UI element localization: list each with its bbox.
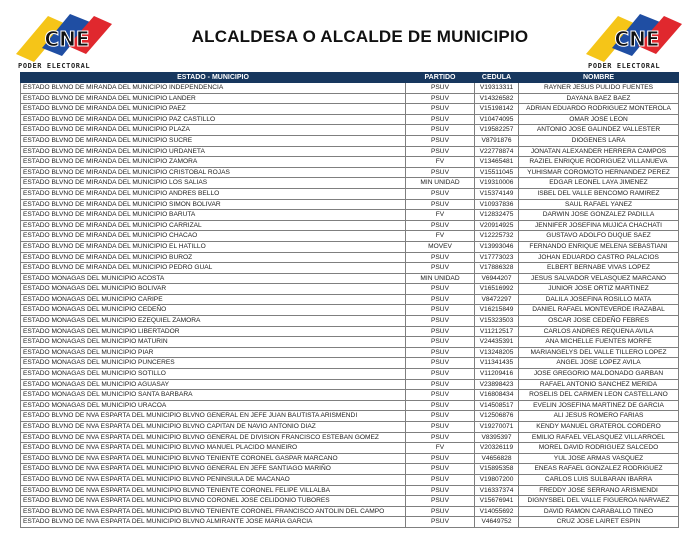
nombre-cell: EVELIN JOSEFINA MARTINEZ DE GARCIA xyxy=(519,400,679,411)
cedula-cell: V17773023 xyxy=(475,252,519,263)
table-row xyxy=(21,241,679,252)
partido-cell: PSUV xyxy=(406,400,475,411)
cne-logo-left xyxy=(12,6,122,74)
partido-cell: PSUV xyxy=(406,135,475,146)
table-row xyxy=(21,157,679,168)
cedula-cell: V4649752 xyxy=(475,517,519,528)
table-row xyxy=(21,453,679,464)
estado-municipio-cell: ESTADO BLVNO DE NVA ESPARTA DEL MUNICIPIO BLVNO GENERAL EN JEFE JUAN BAUTISTA ARISMENDI xyxy=(21,411,406,422)
cedula-cell: V19270071 xyxy=(475,422,519,433)
nombre-cell: EDGAR LEONEL LAYA JIMENEZ xyxy=(519,178,679,189)
estado-municipio-cell: ESTADO MONAGAS DEL MUNICIPIO ACOSTA xyxy=(21,273,406,284)
candidates-table xyxy=(20,72,679,528)
nombre-cell: MOREL DAVID RODRIGUEZ SALCEDO xyxy=(519,443,679,454)
cedula-cell: V13248205 xyxy=(475,347,519,358)
cedula-cell: V11341435 xyxy=(475,358,519,369)
cedula-cell: V13993046 xyxy=(475,241,519,252)
estado-municipio-cell: ESTADO BLVNO DE MIRANDA DEL MUNICIPIO BUROZ xyxy=(21,252,406,263)
nombre-cell: YUHISMAR COROMOTO HERNANDEZ PEREZ xyxy=(519,167,679,178)
partido-cell: PSUV xyxy=(406,263,475,274)
estado-municipio-cell: ESTADO BLVNO DE NVA ESPARTA DEL MUNICIPIO BLVNO PENINSULA DE MACANAO xyxy=(21,474,406,485)
table-row xyxy=(21,146,679,157)
nombre-cell: ANA MICHELLE FUENTES MORFE xyxy=(519,337,679,348)
nombre-cell: SAUL RAFAEL YANEZ xyxy=(519,199,679,210)
table-header-row xyxy=(21,73,679,83)
cedula-cell: V8791876 xyxy=(475,135,519,146)
cne-logo-icon xyxy=(582,6,692,62)
partido-cell: FV xyxy=(406,157,475,168)
partido-cell: PSUV xyxy=(406,125,475,136)
cedula-cell: V17886328 xyxy=(475,263,519,274)
svg-text:CNE: CNE xyxy=(614,27,660,51)
nombre-cell: JOSE GREGORIO MALDONADO GARBAN xyxy=(519,369,679,380)
table-row xyxy=(21,114,679,125)
partido-cell: PSUV xyxy=(406,422,475,433)
partido-cell: PSUV xyxy=(406,496,475,507)
estado-municipio-cell: ESTADO BLVNO DE NVA ESPARTA DEL MUNICIPIO BLVNO TENIENTE CORONEL FRANCISCO ANTOLIN DEL CAMPO xyxy=(21,506,406,517)
nombre-cell: FREDDY JOSE SERRANO ARISMENDI xyxy=(519,485,679,496)
partido-cell: PSUV xyxy=(406,369,475,380)
estado-municipio-cell: ESTADO BLVNO DE MIRANDA DEL MUNICIPIO PLAZA xyxy=(21,125,406,136)
partido-cell: PSUV xyxy=(406,379,475,390)
estado-municipio-cell: ESTADO BLVNO DE NVA ESPARTA DEL MUNICIPIO BLVNO GENERAL EN JEFE SANTIAGO MARIÑO xyxy=(21,464,406,475)
estado-municipio-cell: ESTADO BLVNO DE NVA ESPARTA DEL MUNICIPIO BLVNO ALMIRANTE JOSE MARIA GARCIA xyxy=(21,517,406,528)
table-row xyxy=(21,443,679,454)
nombre-cell: DAVID RAMON CARABALLO TINEO xyxy=(519,506,679,517)
cedula-cell: V22778874 xyxy=(475,146,519,157)
table-row xyxy=(21,316,679,327)
cedula-cell: V15374149 xyxy=(475,188,519,199)
estado-municipio-cell: ESTADO BLVNO DE NVA ESPARTA DEL MUNICIPIO BLVNO MANUEL PLACIDO MANEIRO xyxy=(21,443,406,454)
estado-municipio-cell: ESTADO BLVNO DE MIRANDA DEL MUNICIPIO EL HATILLO xyxy=(21,241,406,252)
estado-municipio-cell: ESTADO BLVNO DE MIRANDA DEL MUNICIPIO LOS SALIAS xyxy=(21,178,406,189)
nombre-cell: ROSELIS DEL CARMEN LEON CASTELLANO xyxy=(519,390,679,401)
table-row xyxy=(21,231,679,242)
cedula-cell: V15895358 xyxy=(475,464,519,475)
table-row xyxy=(21,273,679,284)
nombre-cell: ENEAS RAFAEL GONZALEZ RODRIGUEZ xyxy=(519,464,679,475)
partido-cell: PSUV xyxy=(406,146,475,157)
partido-cell: PSUV xyxy=(406,284,475,295)
partido-cell: FV xyxy=(406,210,475,221)
table-row xyxy=(21,326,679,337)
partido-cell: PSUV xyxy=(406,337,475,348)
table-row xyxy=(21,167,679,178)
nombre-cell: RAYNER JESUS PULIDO FUENTES xyxy=(519,83,679,94)
estado-municipio-cell: ESTADO MONAGAS DEL MUNICIPIO MATURIN xyxy=(21,337,406,348)
table-row xyxy=(21,220,679,231)
cedula-cell: V11212517 xyxy=(475,326,519,337)
cedula-cell: V19310006 xyxy=(475,178,519,189)
partido-cell: PSUV xyxy=(406,83,475,94)
logo-subtext: PODER ELECTORAL xyxy=(18,62,91,70)
table-row xyxy=(21,379,679,390)
partido-cell: PSUV xyxy=(406,347,475,358)
estado-municipio-cell: ESTADO BLVNO DE MIRANDA DEL MUNICIPIO SIMON BOLIVAR xyxy=(21,199,406,210)
table-row xyxy=(21,294,679,305)
estado-municipio-cell: ESTADO BLVNO DE MIRANDA DEL MUNICIPIO PEDRO GUAL xyxy=(21,263,406,274)
cedula-cell: V16215849 xyxy=(475,305,519,316)
cedula-cell: V14326582 xyxy=(475,93,519,104)
nombre-cell: ANTONIO JOSE GALINDEZ VALLESTER xyxy=(519,125,679,136)
table-row xyxy=(21,125,679,136)
estado-municipio-cell: ESTADO BLVNO DE NVA ESPARTA DEL MUNICIPIO BLVNO TENIENTE CORONEL GASPAR MARCANO xyxy=(21,453,406,464)
column-header-partido: PARTIDO xyxy=(406,73,475,83)
partido-cell: PSUV xyxy=(406,474,475,485)
nombre-cell: CRUZ JOSE LAIRET ESPIN xyxy=(519,517,679,528)
estado-municipio-cell: ESTADO MONAGAS DEL MUNICIPIO SANTA BARBARA xyxy=(21,390,406,401)
cedula-cell: V12832475 xyxy=(475,210,519,221)
nombre-cell: ADRIAN EDUARDO RODRIGUEZ MONTEROLA xyxy=(519,104,679,115)
nombre-cell: DAYANA BAEZ BAEZ xyxy=(519,93,679,104)
partido-cell: FV xyxy=(406,443,475,454)
table-row xyxy=(21,93,679,104)
nombre-cell: DANIEL RAFAEL MONTEVERDE IRAZABAL xyxy=(519,305,679,316)
nombre-cell: OMAR JOSE LEON xyxy=(519,114,679,125)
cedula-cell: V19313311 xyxy=(475,83,519,94)
table-row xyxy=(21,422,679,433)
cedula-cell: V6944207 xyxy=(475,273,519,284)
table-row xyxy=(21,135,679,146)
cedula-cell: V20914925 xyxy=(475,220,519,231)
cedula-cell: V23898423 xyxy=(475,379,519,390)
partido-cell: PSUV xyxy=(406,305,475,316)
page-title: ALCALDESA O ALCALDE DE MUNICIPIO xyxy=(191,27,529,46)
estado-municipio-cell: ESTADO BLVNO DE MIRANDA DEL MUNICIPIO INDEPENDENCIA xyxy=(21,83,406,94)
nombre-cell: ALI JESUS ROMERO FARIAS xyxy=(519,411,679,422)
estado-municipio-cell: ESTADO MONAGAS DEL MUNICIPIO PIAR xyxy=(21,347,406,358)
partido-cell: PSUV xyxy=(406,114,475,125)
estado-municipio-cell: ESTADO MONAGAS DEL MUNICIPIO URACOA xyxy=(21,400,406,411)
partido-cell: PSUV xyxy=(406,199,475,210)
estado-municipio-cell: ESTADO BLVNO DE MIRANDA DEL MUNICIPIO LANDER xyxy=(21,93,406,104)
cedula-cell: V14055692 xyxy=(475,506,519,517)
nombre-cell: RAZIEL ENRIQUE RODRIGUEZ VILLANUEVA xyxy=(519,157,679,168)
table-row xyxy=(21,400,679,411)
table-row xyxy=(21,358,679,369)
partido-cell: PSUV xyxy=(406,188,475,199)
estado-municipio-cell: ESTADO MONAGAS DEL MUNICIPIO LIBERTADOR xyxy=(21,326,406,337)
estado-municipio-cell: ESTADO BLVNO DE MIRANDA DEL MUNICIPIO PAEZ xyxy=(21,104,406,115)
cedula-cell: V14508517 xyxy=(475,400,519,411)
nombre-cell: DIOGENES LARA xyxy=(519,135,679,146)
partido-cell: MIN UNIDAD xyxy=(406,273,475,284)
cedula-cell: V10937836 xyxy=(475,199,519,210)
cne-logo-right xyxy=(582,6,692,74)
nombre-cell: DIGNYSBEL DEL VALLE FIGUEROA NARVAEZ xyxy=(519,496,679,507)
nombre-cell: RAFAEL ANTONIO SANCHEZ MERIDA xyxy=(519,379,679,390)
partido-cell: PSUV xyxy=(406,104,475,115)
nombre-cell: JENNIFER JOSEFINA MUJICA CHACHATI xyxy=(519,220,679,231)
cedula-cell: V24435391 xyxy=(475,337,519,348)
cedula-cell: V19807200 xyxy=(475,474,519,485)
table-row xyxy=(21,517,679,528)
estado-municipio-cell: ESTADO MONAGAS DEL MUNICIPIO AGUASAY xyxy=(21,379,406,390)
table-row xyxy=(21,411,679,422)
table-row xyxy=(21,83,679,94)
cedula-cell: V15198142 xyxy=(475,104,519,115)
partido-cell: PSUV xyxy=(406,464,475,475)
estado-municipio-cell: ESTADO BLVNO DE MIRANDA DEL MUNICIPIO URDANETA xyxy=(21,146,406,157)
nombre-cell: EMILIO RAFAEL VELASQUEZ VILLARROEL xyxy=(519,432,679,443)
estado-municipio-cell: ESTADO BLVNO DE MIRANDA DEL MUNICIPIO CARRIZAL xyxy=(21,220,406,231)
nombre-cell: JOHAN EDUARDO CASTRO PALACIOS xyxy=(519,252,679,263)
nombre-cell: ELBERT BERNABE VIVAS LOPEZ xyxy=(519,263,679,274)
table-row xyxy=(21,369,679,380)
nombre-cell: GUSTAVO ADOLFO DUQUE SAEZ xyxy=(519,231,679,242)
nombre-cell: CARLOS ANDRES REQUENA AVILA xyxy=(519,326,679,337)
estado-municipio-cell: ESTADO BLVNO DE MIRANDA DEL MUNICIPIO ANDRES BELLO xyxy=(21,188,406,199)
nombre-cell: DARWIN JOSE GONZALEZ PADILLA xyxy=(519,210,679,221)
logo-subtext: PODER ELECTORAL xyxy=(588,62,661,70)
cedula-cell: V15323503 xyxy=(475,316,519,327)
partido-cell: PSUV xyxy=(406,220,475,231)
table-row xyxy=(21,252,679,263)
cedula-cell: V16808434 xyxy=(475,390,519,401)
partido-cell: PSUV xyxy=(406,326,475,337)
table-row xyxy=(21,464,679,475)
nombre-cell: JONATAN ALEXANDER HERRERA CAMPOS xyxy=(519,146,679,157)
estado-municipio-cell: ESTADO BLVNO DE MIRANDA DEL MUNICIPIO CHACAO xyxy=(21,231,406,242)
table-row xyxy=(21,474,679,485)
nombre-cell: KENDY MANUEL GRATEROL CORDERO xyxy=(519,422,679,433)
cedula-cell: V13465481 xyxy=(475,157,519,168)
partido-cell: PSUV xyxy=(406,453,475,464)
cedula-cell: V16516992 xyxy=(475,284,519,295)
partido-cell: PSUV xyxy=(406,411,475,422)
partido-cell: MOVEV xyxy=(406,241,475,252)
estado-municipio-cell: ESTADO MONAGAS DEL MUNICIPIO CARIPE xyxy=(21,294,406,305)
nombre-cell: OSCAR JOSE CEDEÑO FEBRES xyxy=(519,316,679,327)
estado-municipio-cell: ESTADO BLVNO DE NVA ESPARTA DEL MUNICIPIO BLVNO CAPITAN DE NAVIO ANTONIO DIAZ xyxy=(21,422,406,433)
estado-municipio-cell: ESTADO BLVNO DE NVA ESPARTA DEL MUNICIPIO BLVNO GENERAL DE DIVISION FRANCISCO ESTEBAN GOMEZ xyxy=(21,432,406,443)
estado-municipio-cell: ESTADO MONAGAS DEL MUNICIPIO PUNCERES xyxy=(21,358,406,369)
cedula-cell: V15511045 xyxy=(475,167,519,178)
nombre-cell: MARIANGELYS DEL VALLE TILLERO LOPEZ xyxy=(519,347,679,358)
table-row xyxy=(21,347,679,358)
cedula-cell: V12225732 xyxy=(475,231,519,242)
table-row xyxy=(21,284,679,295)
partido-cell: PSUV xyxy=(406,93,475,104)
cedula-cell: V20326119 xyxy=(475,443,519,454)
estado-municipio-cell: ESTADO BLVNO DE NVA ESPARTA DEL MUNICIPIO BLVNO TENIENTE CORONEL FELIPE VILLALBA xyxy=(21,485,406,496)
partido-cell: PSUV xyxy=(406,294,475,305)
nombre-cell: JUNIOR JOSE ORTIZ MARTINEZ xyxy=(519,284,679,295)
estado-municipio-cell: ESTADO MONAGAS DEL MUNICIPIO CEDEÑO xyxy=(21,305,406,316)
nombre-cell: ISBEL DEL VALLE BENCOMO RAMIREZ xyxy=(519,188,679,199)
table-row xyxy=(21,305,679,316)
cedula-cell: V8472297 xyxy=(475,294,519,305)
table-row xyxy=(21,337,679,348)
partido-cell: PSUV xyxy=(406,358,475,369)
partido-cell: PSUV xyxy=(406,506,475,517)
table-row xyxy=(21,199,679,210)
svg-text:CNE: CNE xyxy=(44,27,90,51)
estado-municipio-cell: ESTADO MONAGAS DEL MUNICIPIO EZEQUIEL ZAMORA xyxy=(21,316,406,327)
table-row xyxy=(21,263,679,274)
partido-cell: PSUV xyxy=(406,316,475,327)
nombre-cell: DALILA JOSEFINA ROSILLO MATA xyxy=(519,294,679,305)
table-row xyxy=(21,506,679,517)
cedula-cell: V8395397 xyxy=(475,432,519,443)
cedula-cell: V4656828 xyxy=(475,453,519,464)
nombre-cell: JESUS SALVADOR VELASQUEZ MARCANO xyxy=(519,273,679,284)
estado-municipio-cell: ESTADO MONAGAS DEL MUNICIPIO SOTILLO xyxy=(21,369,406,380)
column-header-nombre: NOMBRE xyxy=(519,73,679,83)
nombre-cell: ANGEL JOSE LOPEZ AVILA xyxy=(519,358,679,369)
partido-cell: PSUV xyxy=(406,167,475,178)
table-body xyxy=(21,83,679,528)
table-row xyxy=(21,485,679,496)
column-header-cedula: CEDULA xyxy=(475,73,519,83)
partido-cell: MIN UNIDAD xyxy=(406,178,475,189)
table-row xyxy=(21,178,679,189)
estado-municipio-cell: ESTADO BLVNO DE MIRANDA DEL MUNICIPIO ZAMORA xyxy=(21,157,406,168)
estado-municipio-cell: ESTADO BLVNO DE MIRANDA DEL MUNICIPIO SUCRE xyxy=(21,135,406,146)
nombre-cell: FERNANDO ENRIQUE MELENA SEBASTIANI xyxy=(519,241,679,252)
estado-municipio-cell: ESTADO BLVNO DE MIRANDA DEL MUNICIPIO PAZ CASTILLO xyxy=(21,114,406,125)
cne-logo-icon xyxy=(12,6,122,62)
estado-municipio-cell: ESTADO BLVNO DE MIRANDA DEL MUNICIPIO CRISTOBAL ROJAS xyxy=(21,167,406,178)
estado-municipio-cell: ESTADO BLVNO DE MIRANDA DEL MUNICIPIO BARUTA xyxy=(21,210,406,221)
partido-cell: PSUV xyxy=(406,432,475,443)
partido-cell: PSUV xyxy=(406,517,475,528)
table-row xyxy=(21,496,679,507)
table-row xyxy=(21,390,679,401)
partido-cell: PSUV xyxy=(406,390,475,401)
table-row xyxy=(21,104,679,115)
partido-cell: PSUV xyxy=(406,485,475,496)
table-row xyxy=(21,432,679,443)
column-header-estado-municipio: ESTADO - MUNICIPIO xyxy=(21,73,406,83)
nombre-cell: YUL JOSE ARMAS VASQUEZ xyxy=(519,453,679,464)
table-row xyxy=(21,188,679,199)
nombre-cell: CARLOS LUIS SULBARAN IBARRA xyxy=(519,474,679,485)
cedula-cell: V12506876 xyxy=(475,411,519,422)
estado-municipio-cell: ESTADO MONAGAS DEL MUNICIPIO BOLIVAR xyxy=(21,284,406,295)
cedula-cell: V16337374 xyxy=(475,485,519,496)
partido-cell: PSUV xyxy=(406,252,475,263)
cedula-cell: V10474095 xyxy=(475,114,519,125)
partido-cell: FV xyxy=(406,231,475,242)
cedula-cell: V19582257 xyxy=(475,125,519,136)
table-row xyxy=(21,210,679,221)
cedula-cell: V15676941 xyxy=(475,496,519,507)
cedula-cell: V11209416 xyxy=(475,369,519,380)
estado-municipio-cell: ESTADO BLVNO DE NVA ESPARTA DEL MUNICIPIO BLVNO CORONEL JOSE CELIDONIO TUBORES xyxy=(21,496,406,507)
